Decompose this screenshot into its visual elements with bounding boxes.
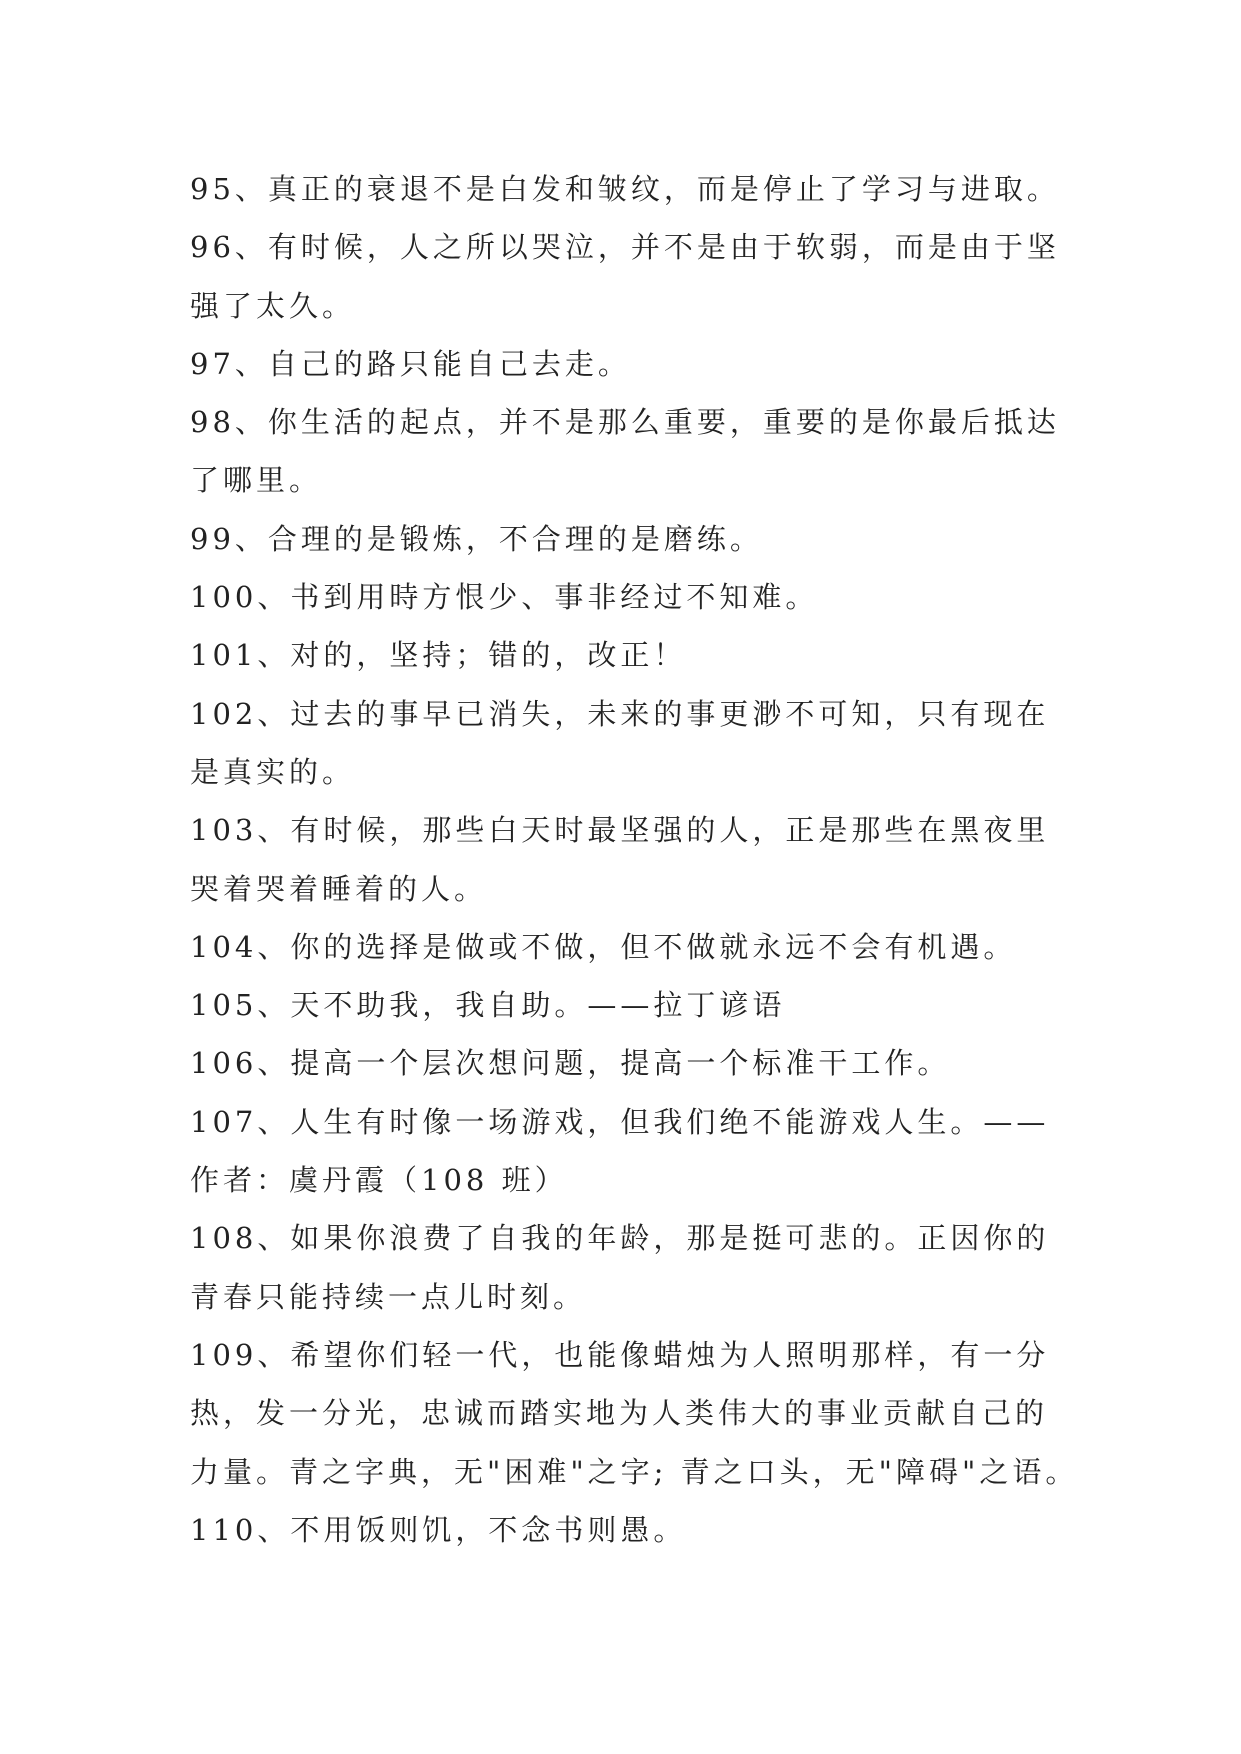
text-line: 95、真正的衰退不是白发和皱纹，而是停止了学习与进取。 — [190, 172, 1060, 206]
text-line: 哭着哭着睡着的人。 — [190, 871, 488, 906]
text-line: 100、书到用時方恨少、事非经过不知难。 — [190, 580, 819, 615]
text-line: 98、你生活的起点，并不是那么重要，重要的是你最后抵达 — [190, 405, 1060, 440]
text-line: 109、希望你们轻一代，也能像蜡烛为人照明那样，有一分 — [190, 1337, 1050, 1372]
document-body — [190, 160, 1079, 1559]
text-line: 强了太久。 — [190, 288, 356, 323]
text-line: 107、人生有时像一场游戏，但我们绝不能游戏人生。—— — [190, 1104, 1050, 1139]
text-line: 作者：虞丹霞（108 班） — [190, 1163, 568, 1198]
text-line: 是真实的。 — [190, 754, 356, 789]
text-line: 青春只能持续一点儿时刻。 — [190, 1279, 587, 1314]
text-line: 99、合理的是锻炼，不合理的是磨练。 — [190, 521, 763, 556]
text-line: 力量。青之字典，无"困难"之字; 青之口头，无"障碍"之语。 — [190, 1454, 1079, 1489]
text-line: 105、天不助我，我自助。——拉丁谚语 — [190, 988, 786, 1023]
text-line: 106、提高一个层次想问题，提高一个标准干工作。 — [190, 1046, 951, 1081]
text-line: 96、有时候，人之所以哭泣，并不是由于软弱，而是由于坚 — [190, 230, 1060, 265]
text-line: 103、有时候，那些白天时最坚强的人，正是那些在黑夜里 — [190, 813, 1050, 848]
text-line: 97、自己的路只能自己去走。 — [190, 346, 631, 381]
text-line: 101、对的，坚持；错的，改正！ — [190, 638, 687, 673]
text-line: 108、如果你浪费了自我的年龄，那是挺可悲的。正因你的 — [190, 1221, 1050, 1256]
text-line: 102、过去的事早已消失，未来的事更渺不可知，只有现在 — [190, 696, 1050, 731]
text-line: 了哪里。 — [190, 463, 323, 498]
text-line: 110、不用饭则饥，不念书则愚。 — [190, 1512, 687, 1547]
text-line: 104、你的选择是做或不做，但不做就永远不会有机遇。 — [190, 929, 1017, 964]
text-line: 热，发一分光，忠诚而踏实地为人类伟大的事业贡献自己的 — [190, 1396, 1049, 1431]
